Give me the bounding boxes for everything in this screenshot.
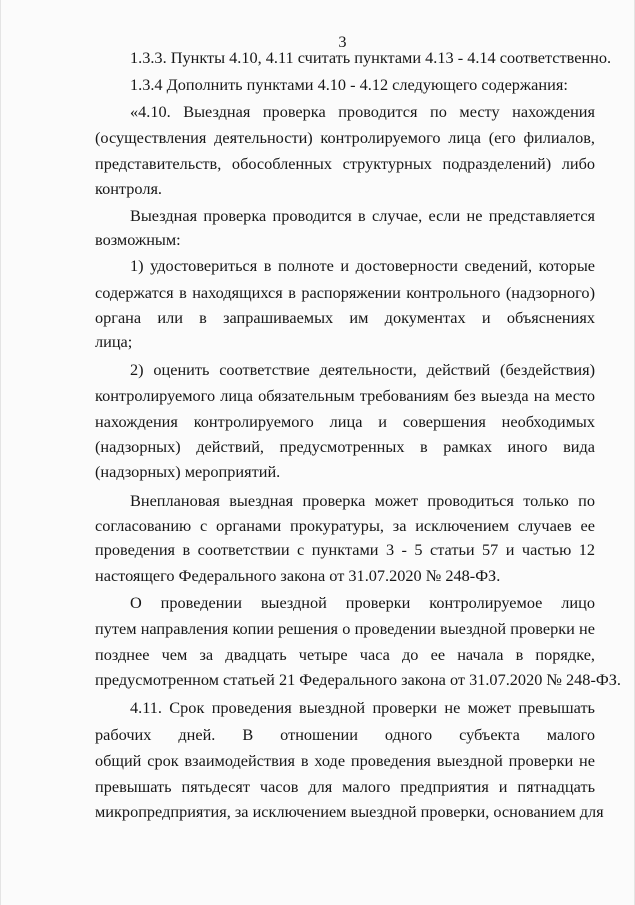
paragraph-8-line: путем направления копии решения о проведении выездной проверки не <box>95 619 595 638</box>
paragraph-9-line: рабочих дней. В отношении одного субъекта малого <box>95 725 595 744</box>
paragraph-3-line: представительств, обособленных структурных подразделений) либо <box>95 154 595 173</box>
scan-edge-left <box>0 0 1 905</box>
paragraph-3-line: (осуществления деятельности) контролируемого лица (его филиалов, <box>95 128 595 147</box>
paragraph-7-line: проведения в соответствии с пунктами 3 - 5 статьи 57 и частью 12 <box>95 540 595 559</box>
paragraph-6-line: нахождения контролируемого лица и совершения необходимых <box>95 412 595 431</box>
paragraph-4-line: возможным: <box>95 230 181 249</box>
paragraph-6-line: контролируемого лица обязательным требованиям без выезда на место <box>95 386 595 405</box>
paragraph-8-line: О проведении выездной проверки контролируемое лицо <box>130 593 595 612</box>
paragraph-6-line: (надзорных) действий, предусмотренных в рамках иного вида <box>95 437 595 456</box>
paragraph-6-line: 2) оценить соответствие деятельности, действий (бездействия) <box>130 360 595 379</box>
paragraph-2-line: 1.3.4 Дополнить пунктами 4.10 - 4.12 следующего содержания: <box>130 75 568 94</box>
paragraph-7-line: согласованию с органами прокуратуры, за исключением случаев ее <box>95 516 595 535</box>
paragraph-5-line: органа или в запрашиваемых им документах и объяснениях <box>95 308 595 327</box>
paragraph-1-line: 1.3.3. Пункты 4.10, 4.11 считать пунктами 4.13 - 4.14 соответственно. <box>130 48 612 67</box>
paragraph-6-line: (надзорных) мероприятий. <box>95 462 281 481</box>
paragraph-5-line: содержатся в находящихся в распоряжении контрольного (надзорного) <box>95 283 595 302</box>
page-number: 3 <box>338 32 347 51</box>
paragraph-8-line: предусмотренном статьей 21 Федерального закона от 31.07.2020 № 248-ФЗ. <box>95 670 621 689</box>
paragraph-9-line: превышать пятьдесят часов для малого предприятия и пятнадцать <box>95 777 595 796</box>
paragraph-9-line: микропредприятия, за исключением выездной проверки, основанием для <box>95 802 604 821</box>
paragraph-9-line: 4.11. Срок проведения выездной проверки не может превышать <box>130 698 595 717</box>
paragraph-9-line: общий срок взаимодействия в ходе проведения выездной проверки не <box>95 751 595 770</box>
paragraph-4-line: Выездная проверка проводится в случае, если не представляется <box>130 206 595 225</box>
paragraph-7-line: Внеплановая выездная проверка может проводиться только по <box>130 491 595 510</box>
paragraph-3-line: контроля. <box>95 179 163 198</box>
paragraph-5-line: 1) удостовериться в полноте и достоверности сведений, которые <box>130 256 595 275</box>
paragraph-5-line: лица; <box>95 332 133 351</box>
paragraph-8-line: позднее чем за двадцать четыре часа до ее начала в порядке, <box>95 645 595 664</box>
paragraph-7-line: настоящего Федерального закона от 31.07.2020 № 248-ФЗ. <box>95 566 501 585</box>
paragraph-3-line: «4.10. Выездная проверка проводится по месту нахождения <box>130 102 595 121</box>
